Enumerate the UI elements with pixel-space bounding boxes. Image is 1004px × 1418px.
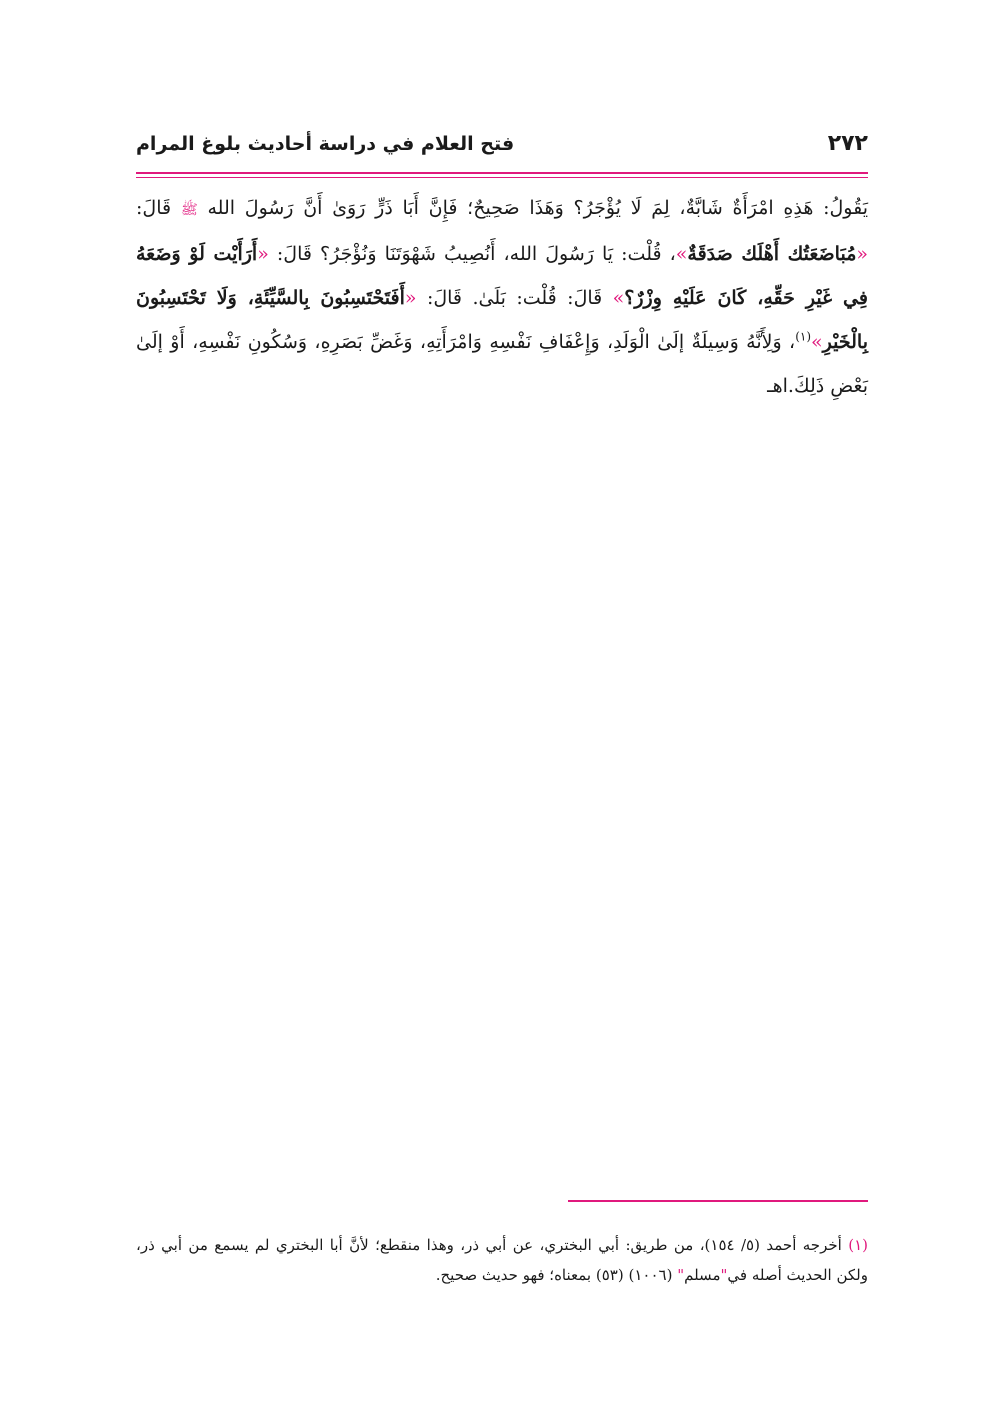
running-title: فتح العلام في دراسة أحاديث بلوغ المرام <box>136 133 515 155</box>
footnote-reference[interactable]: (١) <box>795 329 812 344</box>
text-segment: ، قُلْت: يَا رَسُولَ الله، أَنُصِيبُ شَهْوَتَنَا وَنُؤْجَرُ؟ قَالَ: <box>268 243 676 265</box>
footnote-separator <box>568 1200 868 1202</box>
quote-open: « <box>856 243 868 265</box>
footnote-text: أخرجه أحمد (٥/ ١٥٤)، من طريق: أبي البختري، عن أبي ذر، وهذا منقطع؛ لأنَّ أبا البختري لم يسمع من أبي ذر، ولكن الحديث أصله في <box>136 1236 868 1284</box>
quote-close: » <box>612 287 625 309</box>
footnote-number: (١) <box>848 1236 868 1254</box>
header-rule <box>136 172 868 174</box>
footnote-item <box>136 1230 868 1290</box>
main-text <box>136 186 868 408</box>
text-segment: قَالَ: قُلْت: بَلَىٰ. قَالَ: <box>416 287 613 309</box>
text-segment: ، وَلِأَنَّهُ وَسِيلَةٌ إلَىٰ الْوَلَدِ، وَإِعْفَافِ نَفْسِهِ وَامْرَأَتِهِ، وَغَضِّ بَصَرِهِ، وَسُكُونِ نَفْسِهِ، أَوْ إلَىٰ بَعْضِ ذَلِكَ.اهـ <box>136 331 868 397</box>
footnotes <box>136 1230 868 1290</box>
footnote-book: مسلم <box>684 1266 721 1284</box>
quote-close: » <box>811 331 823 353</box>
page-header <box>136 128 868 168</box>
quote-open: « <box>404 287 417 309</box>
quote-open: « <box>257 243 269 265</box>
quote-open: " <box>720 1266 728 1284</box>
text-segment: قَالَ: <box>136 197 181 219</box>
pbuh-glyph: ﷺ <box>180 202 198 218</box>
header-rule-thin <box>136 177 868 178</box>
quote-close: » <box>675 243 688 265</box>
hadith-quote: أَفَتَحْتَسِبُونَ بِالسَّيِّئَةِ، وَلَا تَحْتَسِبُونَ بِالْخَيْرِ <box>136 287 868 353</box>
footnote-text: (١٠٠٦) (٥٣) بمعناه؛ فهو حديث صحيح. <box>435 1266 678 1284</box>
body-paragraph <box>136 186 868 408</box>
page-number: ٢٧٢ <box>827 131 868 156</box>
text-segment: يَقُولُ: هَذِهِ امْرَأَةٌ شَابَّةٌ، لِمَ لَا يُؤْجَرُ؟ وَهَذَا صَحِيحٌ؛ فَإِنَّ أَبَا ذَرٍّ رَوَىٰ أَنَّ رَسُولَ الله <box>197 197 869 219</box>
hadith-quote: مُبَاضَعَتُك أَهْلَك صَدَقَةٌ <box>687 243 857 265</box>
hadith-quote: أَرَأَيْت لَوْ وَضَعَهُ فِي غَيْرِ حَقِّهِ، كَانَ عَلَيْهِ وِزْرٌ؟ <box>136 243 868 309</box>
quote-close: " <box>677 1266 685 1284</box>
